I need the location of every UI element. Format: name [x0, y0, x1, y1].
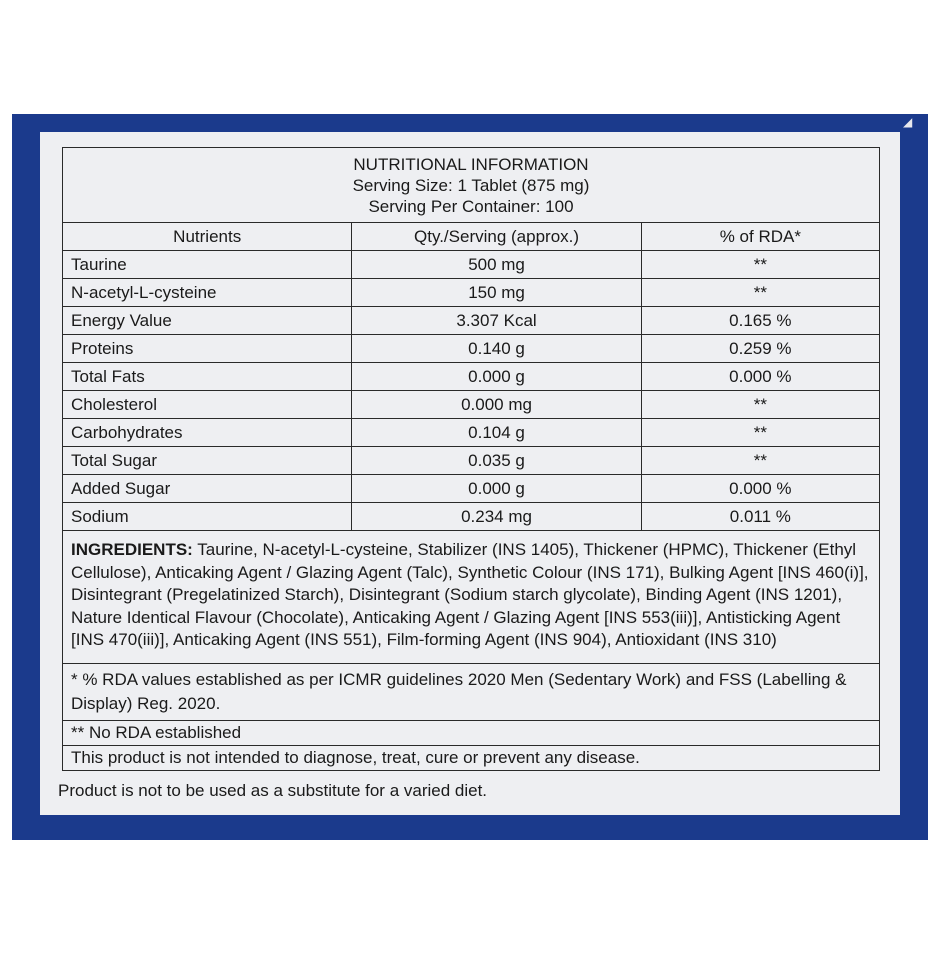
nutrient-name: Total Fats [63, 363, 352, 391]
column-header-rda: % of RDA* [641, 223, 879, 251]
nutrient-rda: ** [641, 419, 879, 447]
footer-note: Product is not to be used as a substitute for a varied diet. [58, 781, 488, 800]
table-title: NUTRITIONAL INFORMATION [353, 154, 589, 174]
disclaimer-note: This product is not intended to diagnose, treat, cure or prevent any disease. [63, 746, 880, 771]
nutrient-qty: 0.104 g [352, 419, 641, 447]
nutrient-rda: ** [641, 251, 879, 279]
no-rda-note: ** No RDA established [63, 721, 880, 746]
ingredients-label: INGREDIENTS: [71, 540, 193, 559]
table-row [63, 503, 880, 531]
column-header-qty: Qty./Serving (approx.) [352, 223, 641, 251]
column-header-nutrients: Nutrients [63, 223, 352, 251]
nutrient-qty: 0.000 g [352, 363, 641, 391]
table-row [63, 447, 880, 475]
nutrient-rda: 0.000 % [641, 363, 879, 391]
nutrient-name: Carbohydrates [63, 419, 352, 447]
nutrient-rda: 0.000 % [641, 475, 879, 503]
nutrient-rda: 0.011 % [641, 503, 879, 531]
nutrient-qty: 0.000 g [352, 475, 641, 503]
table-row [63, 475, 880, 503]
nutrient-name: N-acetyl-L-cysteine [63, 279, 352, 307]
nutrient-rda: ** [641, 279, 879, 307]
nutrient-qty: 0.234 mg [352, 503, 641, 531]
table-row [63, 391, 880, 419]
nutrient-name: Energy Value [63, 307, 352, 335]
rda-note-row [63, 664, 880, 721]
nutrient-qty: 0.000 mg [352, 391, 641, 419]
nutrient-name: Added Sugar [63, 475, 352, 503]
servings-per-container: Serving Per Container: 100 [368, 196, 574, 216]
table-row [63, 335, 880, 363]
nutrient-name: Total Sugar [63, 447, 352, 475]
nutrient-rda: ** [641, 391, 879, 419]
nutrient-name: Sodium [63, 503, 352, 531]
nutrient-qty: 0.035 g [352, 447, 641, 475]
table-row [63, 307, 880, 335]
corner-marker-icon: ◢ [903, 115, 913, 129]
table-row [63, 251, 880, 279]
table-title-row [63, 148, 880, 223]
disclaimer-row [63, 746, 880, 771]
nutrient-rda: 0.165 % [641, 307, 879, 335]
nutrition-table [62, 147, 880, 771]
ingredients-cell [63, 531, 880, 664]
table-title-cell [63, 148, 880, 223]
nutrient-qty: 150 mg [352, 279, 641, 307]
serving-size: Serving Size: 1 Tablet (875 mg) [352, 175, 590, 195]
nutrient-rda: 0.259 % [641, 335, 879, 363]
no-rda-row [63, 721, 880, 746]
nutrient-qty: 500 mg [352, 251, 641, 279]
rda-note: * % RDA values established as per ICMR guidelines 2020 Men (Sedentary Work) and FSS (Labelling & Display) Reg. 2020. [63, 664, 880, 721]
table-row [63, 279, 880, 307]
ingredients-text: Taurine, N-acetyl-L-cysteine, Stabilizer (INS 1405), Thickener (HPMC), Thickener (Ethyl Cellulose), Anticaking Agent / Glazing Agent (Talc), Synthetic Colour (INS 171), Bulking Agent [INS 460(i)], Disintegrant (Pregelatinized Starch), Disintegrant (Sodium starch glycolate), Binding Agent (INS 1201), Nature Identical Flavour (Chocolate), Anticaking Agent / Glazing Agent [INS 553(iii)], Antisticking Agent [INS 470(iii)], Anticaking Agent (INS 551), Film-forming Agent (INS 904), Antioxidant (INS 310) [71, 540, 869, 649]
nutrient-qty: 3.307 Kcal [352, 307, 641, 335]
nutrient-name: Taurine [63, 251, 352, 279]
table-row [63, 363, 880, 391]
nutrient-name: Proteins [63, 335, 352, 363]
column-header-row [63, 223, 880, 251]
nutrient-qty: 0.140 g [352, 335, 641, 363]
nutrient-name: Cholesterol [63, 391, 352, 419]
nutrient-rda: ** [641, 447, 879, 475]
table-row [63, 419, 880, 447]
ingredients-row [63, 531, 880, 664]
